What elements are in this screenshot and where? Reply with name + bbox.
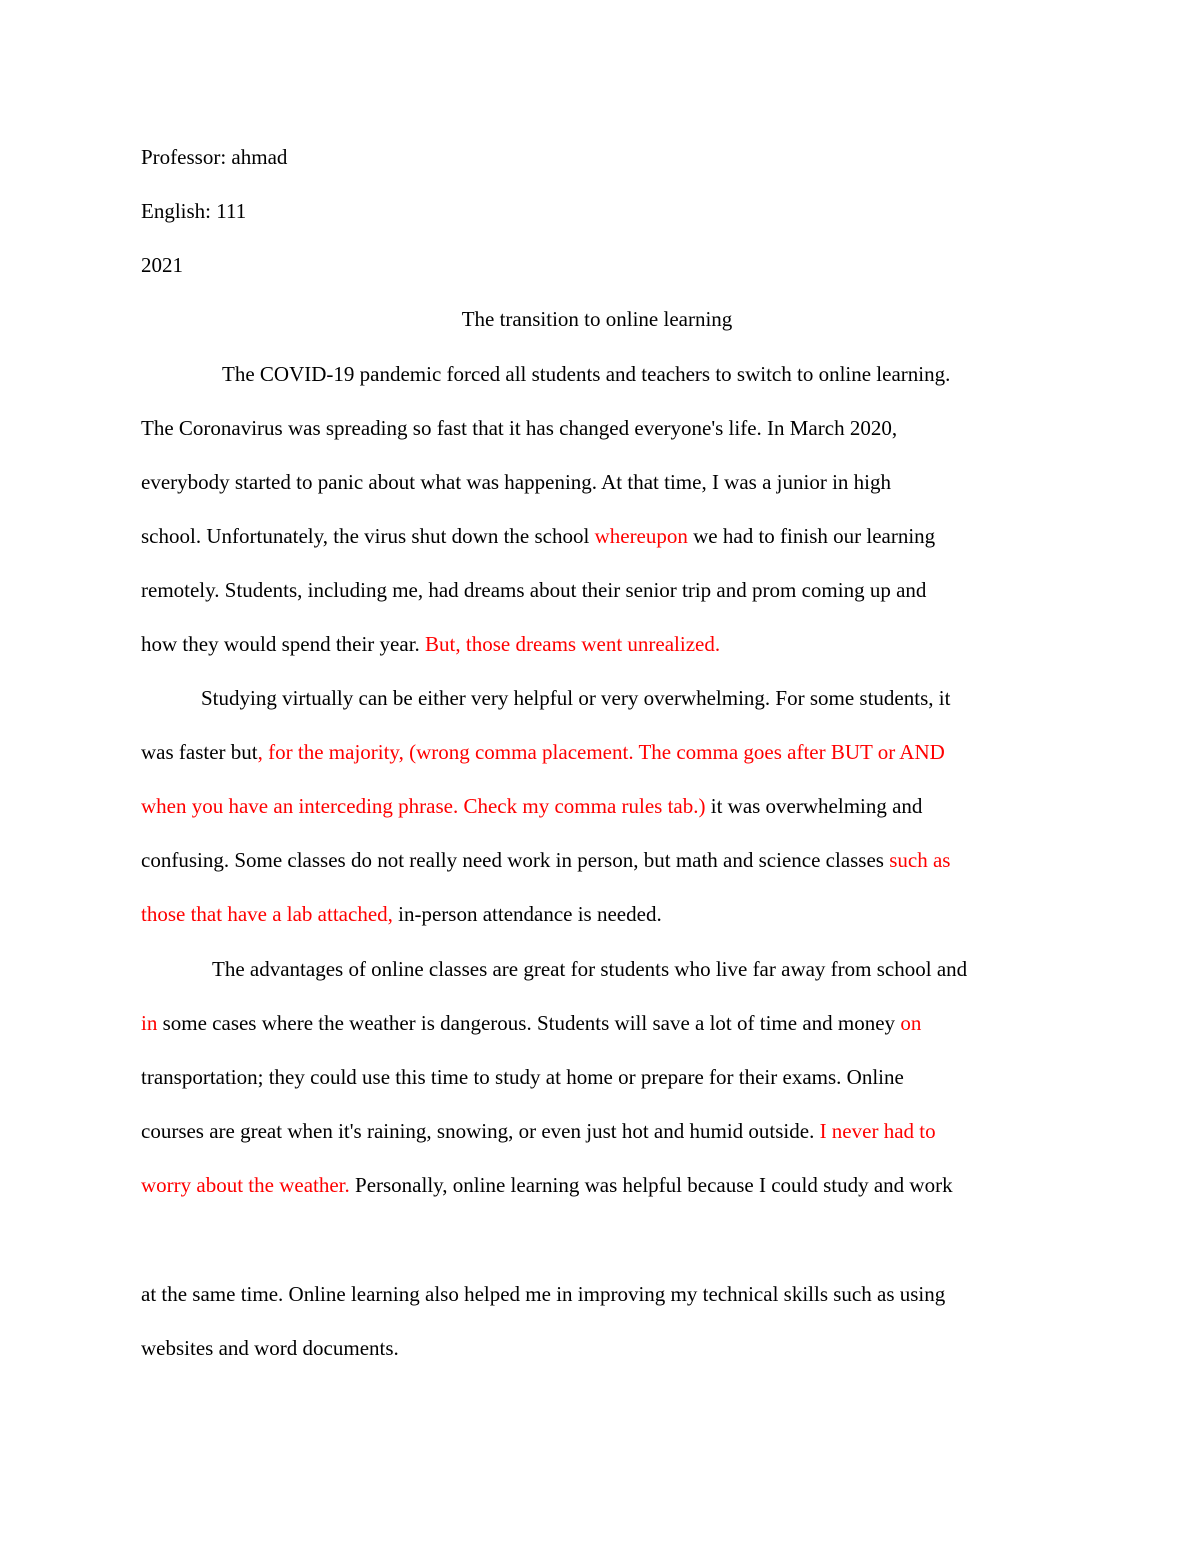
p3-line-5 bbox=[141, 1172, 1061, 1198]
correction-text: such as bbox=[889, 848, 951, 872]
correction-text: I never had to bbox=[819, 1119, 936, 1143]
text-segment: school. Unfortunately, the virus shut down the school bbox=[141, 524, 595, 548]
p2-line-4 bbox=[141, 847, 1061, 873]
p2-line-2 bbox=[141, 739, 1061, 765]
p3-line-1: The advantages of online classes are great for students who live far away from school and bbox=[212, 957, 968, 981]
p3-line-3: transportation; they could use this time to study at home or prepare for their exams. Online bbox=[141, 1065, 904, 1089]
correction-text: on bbox=[900, 1011, 922, 1035]
p1-line-6 bbox=[141, 631, 1061, 657]
text-segment: confusing. Some classes do not really need work in person, but math and science classes bbox=[141, 848, 890, 872]
text-segment: some cases where the weather is dangerous. Students will save a lot of time and money bbox=[157, 1011, 901, 1035]
text-segment: Personally, online learning was helpful because I could study and work bbox=[349, 1173, 953, 1197]
p1-line-4 bbox=[141, 523, 1061, 549]
p3-line-4 bbox=[141, 1118, 1061, 1144]
text-segment: courses are great when it's raining, snowing, or even just hot and humid outside. bbox=[141, 1119, 820, 1143]
p1-line-2: The Coronavirus was spreading so fast that it has changed everyone's life. In March 2020, bbox=[141, 416, 898, 440]
correction-text: in bbox=[141, 1011, 158, 1035]
text-segment: we had to finish our learning bbox=[687, 524, 936, 548]
correction-text: , for the majority, (wrong comma placement. The comma goes after BUT or AND bbox=[257, 740, 945, 764]
p1-line-1: The COVID-19 pandemic forced all students and teachers to switch to online learning. bbox=[222, 362, 951, 386]
correction-text: whereupon bbox=[594, 524, 688, 548]
p2-line-3 bbox=[141, 793, 1061, 819]
p2-line-5 bbox=[141, 901, 1061, 927]
p3-line-6: at the same time. Online learning also helped me in improving my technical skills such as using bbox=[141, 1282, 946, 1306]
professor-line: Professor: ahmad bbox=[141, 145, 288, 169]
course-line: English: 111 bbox=[141, 199, 247, 223]
p3-line-2 bbox=[141, 1010, 1061, 1036]
p3-line-7: websites and word documents. bbox=[141, 1336, 399, 1360]
year-line: 2021 bbox=[141, 253, 183, 277]
correction-text: But, those dreams went unrealized. bbox=[425, 632, 721, 656]
correction-text: worry about the weather. bbox=[141, 1173, 350, 1197]
p1-line-5: remotely. Students, including me, had dreams about their senior trip and prom coming up and bbox=[141, 578, 927, 602]
p2-line-1: Studying virtually can be either very helpful or very overwhelming. For some students, it bbox=[201, 686, 951, 710]
text-segment: in-person attendance is needed. bbox=[392, 902, 662, 926]
p1-line-3: everybody started to panic about what was happening. At that time, I was a junior in high bbox=[141, 470, 891, 494]
text-segment: it was overwhelming and bbox=[705, 794, 923, 818]
text-segment: was faster but bbox=[141, 740, 258, 764]
text-segment: how they would spend their year. bbox=[141, 632, 426, 656]
correction-text: when you have an interceding phrase. Check my comma rules tab.) bbox=[141, 794, 706, 818]
correction-text: those that have a lab attached, bbox=[141, 902, 393, 926]
essay-title: The transition to online learning bbox=[461, 307, 733, 331]
